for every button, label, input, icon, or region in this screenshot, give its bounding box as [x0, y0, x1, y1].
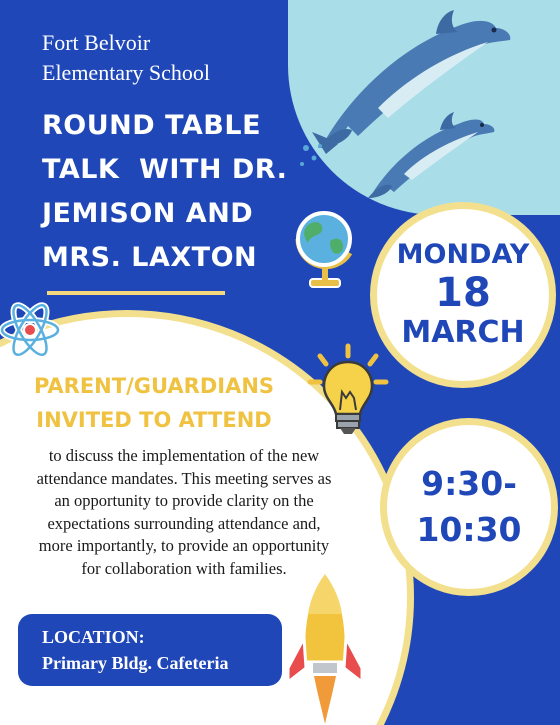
school-name-line: Elementary School — [42, 60, 211, 85]
event-title-line: MRS. LAXTON — [42, 242, 258, 273]
event-title — [42, 104, 287, 280]
time-badge — [380, 418, 558, 596]
invite-heading — [4, 369, 304, 437]
rocket-icon — [284, 572, 366, 725]
event-title-line: TALK WITH DR. — [42, 154, 288, 185]
atom-icon — [0, 298, 62, 362]
invite-heading-line: INVITED TO ATTEND — [36, 408, 272, 432]
description-line: an opportunity to provide clarity on the — [54, 491, 314, 510]
location-label: LOCATION: — [42, 627, 145, 647]
time-end: 10:30 — [416, 510, 522, 549]
date-badge — [370, 202, 556, 388]
globe-icon — [288, 205, 360, 291]
description-line: attendance mandates. This meeting serves as — [36, 468, 332, 488]
description-line: more importantly, to provide an opportunity — [38, 536, 330, 555]
school-name-line: Fort Belvoir — [42, 30, 151, 55]
description-line: expectations surrounding attendance and, — [47, 513, 321, 533]
title-divider — [47, 291, 225, 295]
description-line: to discuss the implementation of the new — [48, 446, 320, 465]
event-title-line: JEMISON AND — [42, 198, 254, 229]
school-name — [42, 28, 210, 88]
water-splash-icon — [298, 140, 338, 180]
time-start: 9:30- — [421, 464, 517, 503]
event-month: MARCH — [401, 315, 525, 350]
invite-heading-line: PARENT/GUARDIANS — [33, 374, 275, 398]
location-box — [18, 614, 282, 686]
description-line: for collaboration with families. — [81, 558, 287, 578]
event-day: MONDAY — [396, 239, 530, 270]
event-description — [0, 445, 368, 580]
location-value: Primary Bldg. Cafeteria — [42, 653, 229, 673]
dolphin-icon — [368, 108, 500, 200]
light-bulb-icon — [306, 342, 390, 442]
event-title-line: ROUND TABLE — [42, 110, 262, 141]
event-date-number: 18 — [435, 270, 491, 316]
